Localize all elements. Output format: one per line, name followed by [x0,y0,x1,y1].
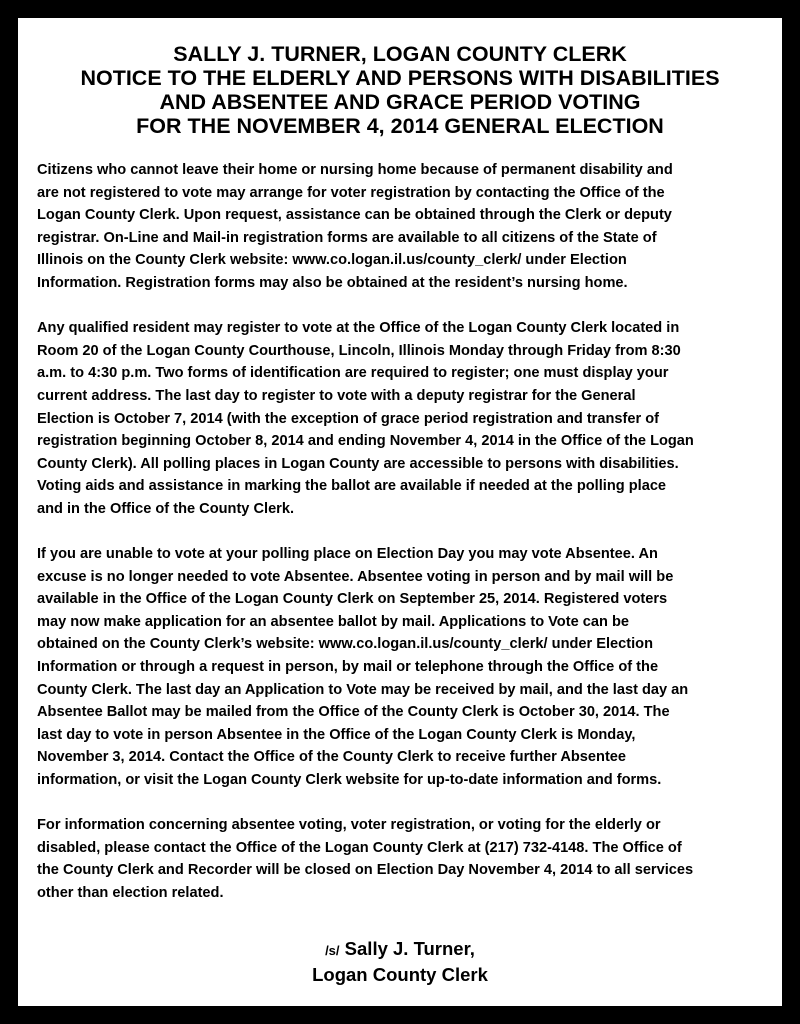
signature-title: Logan County Clerk [312,964,488,985]
signature-line [18,937,782,963]
text-line: may now make application for an absentee ballot by mail. Applications to Vote can be [37,613,629,630]
text-line: County Clerk. The last day an Application to Vote may be received by mail, and the last day an [37,681,689,698]
signature-block [18,937,782,987]
title-line: AND ABSENTEE AND GRACE PERIOD VOTING [159,90,641,114]
signature-prefix: /s/ [325,943,340,958]
paragraph [37,317,767,520]
text-line: last day to vote in person Absentee in the Office of the Logan County Clerk is Monday, [37,726,636,743]
text-line: Illinois on the County Clerk website: www.co.logan.il.us/county_clerk/ under Election [37,252,627,269]
signature-name: Sally J. Turner, [344,938,475,959]
title-line: FOR THE NOVEMBER 4, 2014 GENERAL ELECTION [136,114,664,138]
paragraph [37,543,767,792]
text-line: disabled, please contact the Office of the Logan County Clerk at (217) 732-4148. The Office of [37,839,682,856]
paragraph [37,159,767,295]
text-line: other than election related. [37,885,224,901]
text-line: Logan County Clerk. Upon request, assistance can be obtained through the Clerk or deputy [37,207,672,224]
text-line: Absentee Ballot may be mailed from the Office of the County Clerk is October 30, 2014. The [37,704,670,721]
text-line: For information concerning absentee voting, voter registration, or voting for the elderly or [37,817,661,834]
title-line: NOTICE TO THE ELDERLY AND PERSONS WITH DISABILITIES [80,66,720,90]
paragraph [37,814,767,904]
text-line: and in the Office of the County Clerk. [37,500,295,517]
text-line: current address. The last day to register to vote with a deputy registrar for the General [37,387,636,404]
notice-page [18,18,782,1006]
text-line: Voting aids and assistance in marking the ballot are available if needed at the polling place [37,478,667,495]
text-line: Information. Registration forms may also be obtained at the resident’s nursing home. [37,274,628,291]
text-line: information, or visit the Logan County Clerk website for up-to-date information and forms. [37,772,662,789]
text-line: If you are unable to vote at your polling place on Election Day you may vote Absentee. An [37,546,658,563]
text-line: registration beginning October 8, 2014 and ending November 4, 2014 in the Office of the Logan [37,433,694,450]
text-line: registrar. On-Line and Mail-in registration forms are available to all citizens of the State of [37,229,657,246]
text-line: Any qualified resident may register to vote at the Office of the Logan County Clerk located in [37,320,680,337]
text-line: available in the Office of the Logan County Clerk on September 25, 2014. Registered voters [37,591,668,608]
notice-body [37,159,767,927]
text-line: excuse is no longer needed to vote Absentee. Absentee voting in person and by mail will be [37,568,674,585]
text-line: Election is October 7, 2014 (with the exception of grace period registration and transfer of [37,410,659,427]
text-line: are not registered to vote may arrange for voter registration by contacting the Office of the [37,184,665,201]
text-line: Room 20 of the Logan County Courthouse, Lincoln, Illinois Monday through Friday from 8:30 [37,342,681,359]
text-line: the County Clerk and Recorder will be closed on Election Day November 4, 2014 to all services [37,862,694,879]
text-line: November 3, 2014. Contact the Office of the County Clerk to receive further Absentee [37,749,627,766]
text-line: obtained on the County Clerk’s website: www.co.logan.il.us/county_clerk/ under Election [37,636,654,653]
text-line: Citizens who cannot leave their home or nursing home because of permanent disability and [37,162,673,178]
text-line: a.m. to 4:30 p.m. Two forms of identification are required to register; one must display your [37,365,669,382]
notice-title [18,42,782,138]
title-line: SALLY J. TURNER, LOGAN COUNTY CLERK [173,42,627,66]
text-line: Information or through a request in person, by mail or telephone through the Office of the [37,659,659,676]
text-line: County Clerk). All polling places in Logan County are accessible to persons with disabilities. [37,455,679,472]
